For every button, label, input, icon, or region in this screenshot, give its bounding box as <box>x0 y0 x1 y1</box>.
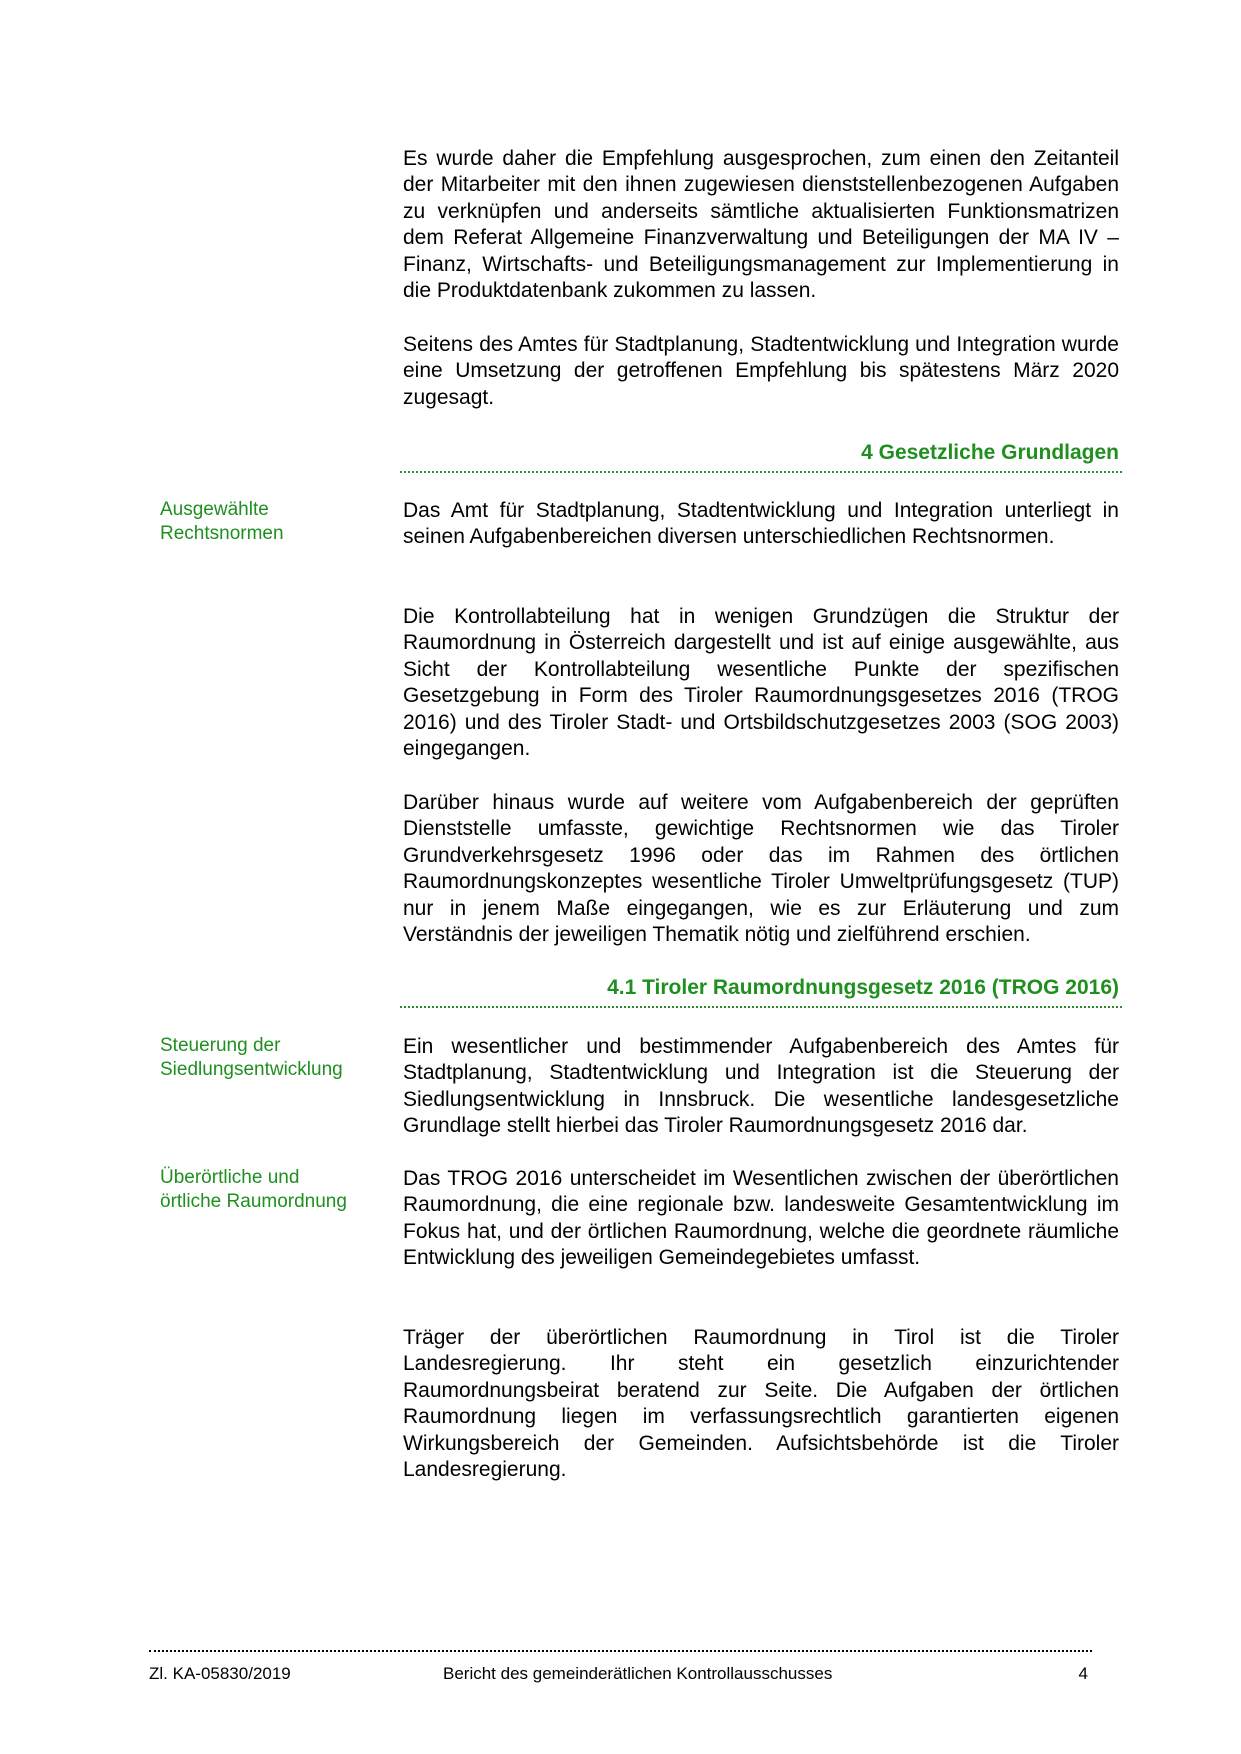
side-note-line: örtliche Raumordnung <box>160 1191 347 1212</box>
heading-divider <box>400 471 1122 473</box>
paragraph-trog-distinction: Das TROG 2016 unterscheidet im Wesentlichen zwischen der überörtlichen Raumordnung, die eine regionale bzw. landesweite Gesamtentwicklung im Fokus hat, und der örtlichen Raumordnung, welche die geordnete räumliche Entwicklung des jeweiligen Gemeindegebietes umfasst. <box>403 1167 1119 1270</box>
side-note-line: Siedlungsentwicklung <box>160 1059 343 1080</box>
side-note-line: Steuerung der <box>160 1035 281 1056</box>
side-note-line: Überörtliche und <box>160 1167 300 1188</box>
side-note-settlement-control <box>160 1034 390 1082</box>
heading-divider <box>400 1006 1122 1008</box>
footer-title: Bericht des gemeinderätlichen Kontrollausschusses <box>443 1664 833 1683</box>
side-note-line: Rechtsnormen <box>160 523 284 544</box>
footer-reference: Zl. KA-05830/2019 <box>149 1664 291 1683</box>
paragraph-commitment: Seitens des Amtes für Stadtplanung, Stadtentwicklung und Integration wurde eine Umsetzung der getroffenen Empfehlung bis spätestens März 2020 zugesagt. <box>403 333 1119 409</box>
paragraph-structure: Die Kontrollabteilung hat in wenigen Grundzügen die Struktur der Raumordnung in Österreich dargestellt und ist auf einige ausgewählte, aus Sicht der Kontrollabteilung wesentliche Punkte der spezifischen Gesetzgebung in Form des Tiroler Raumordnungsgesetzes 2016 (TROG 2016) und des Tiroler Stadt- und Ortsbildschutzgesetzes 2003 (SOG 2003) eingegangen. <box>403 605 1119 761</box>
paragraph-legal-norms: Das Amt für Stadtplanung, Stadtentwicklung und Integration unterliegt in seinen Aufgabenbereichen diversen unterschiedlichen Rechtsnormen. <box>403 499 1119 549</box>
page-number: 4 <box>1078 1664 1088 1683</box>
paragraph-further-norms: Darüber hinaus wurde auf weitere vom Aufgabenbereich der geprüften Dienststelle umfasste, gewichtige Rechtsnormen wie das Tiroler Grundverkehrsgesetz 1996 oder das im Rahmen des örtlichen Raumordnungskonzeptes wesentliche Tiroler Umweltprüfungsgesetz (TUP) nur in jenem Maße eingegangen, wie es zur Erläuterung und zum Verständnis der jeweiligen Thematik nötig und zielführend erschien. <box>403 791 1119 947</box>
paragraph-responsibility: Träger der überörtlichen Raumordnung in Tirol ist die Tiroler Landesregierung. Ihr steht ein gesetzlich einzurichtender Raumordnungsbeirat beratend zur Seite. Die Aufgaben der örtlichen Raumordnung liegen im verfassungsrechtlich garantierten eigenen Wirkungsbereich der Gemeinden. Aufsichtsbehörde ist die Tiroler Landesregierung. <box>403 1326 1119 1482</box>
side-note-line: Ausgewählte <box>160 499 269 520</box>
side-note-selected-norms <box>160 498 390 546</box>
paragraph-settlement: Ein wesentlicher und bestimmender Aufgabenbereich des Amtes für Stadtplanung, Stadtentwicklung und Integration ist die Steuerung der Siedlungsentwicklung in Innsbruck. Die wesentliche landesgesetzliche Grundlage stellt hierbei das Tiroler Raumordnungsgesetz 2016 dar. <box>403 1035 1119 1138</box>
side-note-spatial-planning <box>160 1166 390 1214</box>
paragraph-recommendation: Es wurde daher die Empfehlung ausgesprochen, zum einen den Zeitanteil der Mitarbeiter mit den ihnen zugewiesen dienststellenbezogenen Aufgaben zu verknüpfen und anderseits sämtliche aktualisierten Funktionsmatrizen dem Referat Allgemeine Finanzverwaltung und Beteiligungen der MA IV – Finanz, Wirtschafts- und Beteiligungsmanagement zur Implementierung in die Produktdatenbank zukommen zu lassen. <box>403 147 1119 303</box>
footer-divider <box>149 1650 1092 1652</box>
section-heading-4-1: 4.1 Tiroler Raumordnungsgesetz 2016 (TROG 2016) <box>607 976 1119 999</box>
section-heading-4: 4 Gesetzliche Grundlagen <box>861 441 1119 464</box>
